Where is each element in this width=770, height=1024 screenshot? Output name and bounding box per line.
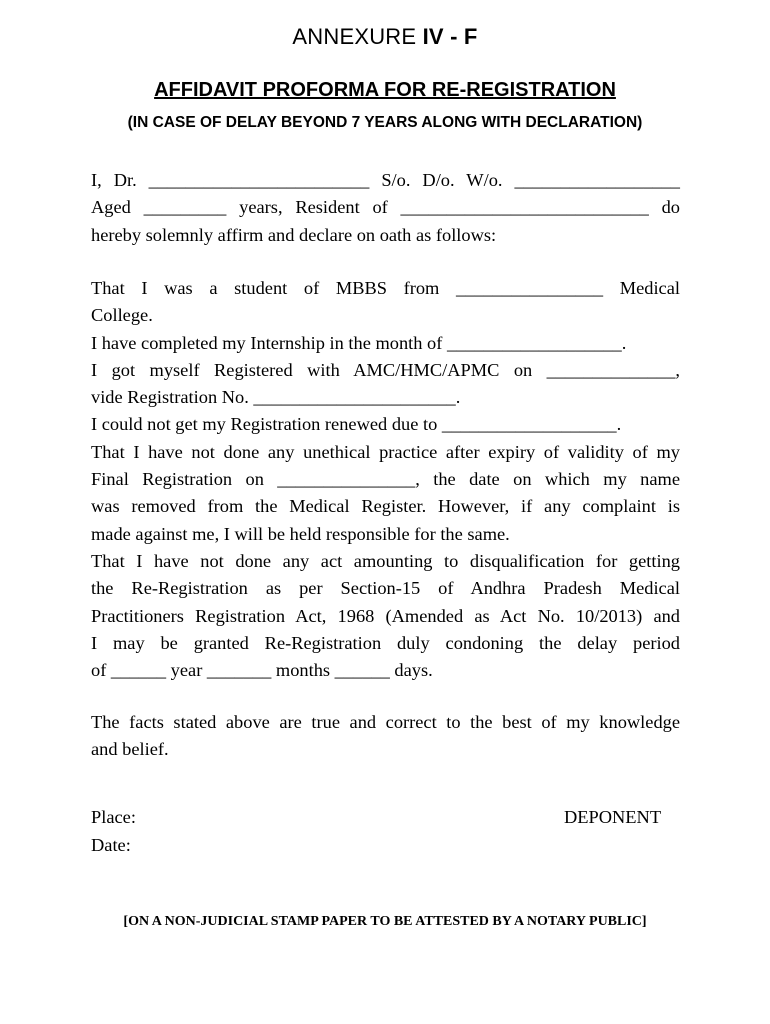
declaration-line: That I was a student of MBBS from ________________ Medical <box>91 278 680 298</box>
place-date-block <box>91 804 136 859</box>
intro-paragraph <box>91 167 680 249</box>
declaration-line: vide Registration No. ______________________. <box>91 387 461 408</box>
declaration-line: was removed from the Medical Register. However, if any complaint is <box>91 496 680 517</box>
declaration-line: of ______ year _______ months ______ days. <box>91 660 433 681</box>
document-subtitle: (IN CASE OF DELAY BEYOND 7 YEARS ALONG WITH DECLARATION) <box>127 114 643 131</box>
intro-line: hereby solemnly affirm and declare on oath as follows: <box>91 224 497 245</box>
closing-line: The facts stated above are true and correct to the best of my knowledge <box>91 712 680 732</box>
declaration-paragraph <box>91 275 680 684</box>
stamp-paper-note: [ON A NON-JUDICIAL STAMP PAPER TO BE ATTESTED BY A NOTARY PUBLIC] <box>123 914 647 929</box>
annexure-prefix: ANNEXURE <box>292 24 423 49</box>
declaration-line: Final Registration on _______________, the date on which my name <box>91 469 680 490</box>
closing-paragraph <box>91 709 680 764</box>
declaration-line: I may be granted Re-Registration duly condoning the delay period <box>91 632 680 653</box>
declaration-line: That I have not done any unethical practice after expiry of validity of my <box>91 441 680 462</box>
intro-line: I, Dr. ________________________ S/o. D/o. W/o. __________________ <box>91 170 680 190</box>
document-title: AFFIDAVIT PROFORMA FOR RE-REGISTRATION <box>154 79 616 101</box>
declaration-line: I got myself Registered with AMC/HMC/APMC on ______________, <box>91 359 680 380</box>
declaration-line: Practitioners Registration Act, 1968 (Amended as Act No. 10/2013) and <box>91 605 680 626</box>
annexure-heading <box>0 22 770 52</box>
declaration-line: the Re-Registration as per Section-15 of Andhra Pradesh Medical <box>91 578 680 599</box>
declaration-line: I could not get my Registration renewed due to ___________________. <box>91 414 622 435</box>
declaration-line: That I have not done any act amounting to disqualification for getting <box>91 550 680 571</box>
intro-line: Aged _________ years, Resident of ___________________________ do <box>91 197 680 218</box>
deponent-label: DEPONENT <box>564 807 662 827</box>
declaration-line: I have completed my Internship in the month of ___________________. <box>91 332 627 353</box>
annexure-number: IV - F <box>422 24 478 49</box>
closing-line: and belief. <box>91 739 169 760</box>
place-label: Place: <box>91 807 136 827</box>
declaration-line: College. <box>91 305 153 326</box>
declaration-line: made against me, I will be held responsible for the same. <box>91 523 510 544</box>
date-label: Date: <box>91 834 131 855</box>
